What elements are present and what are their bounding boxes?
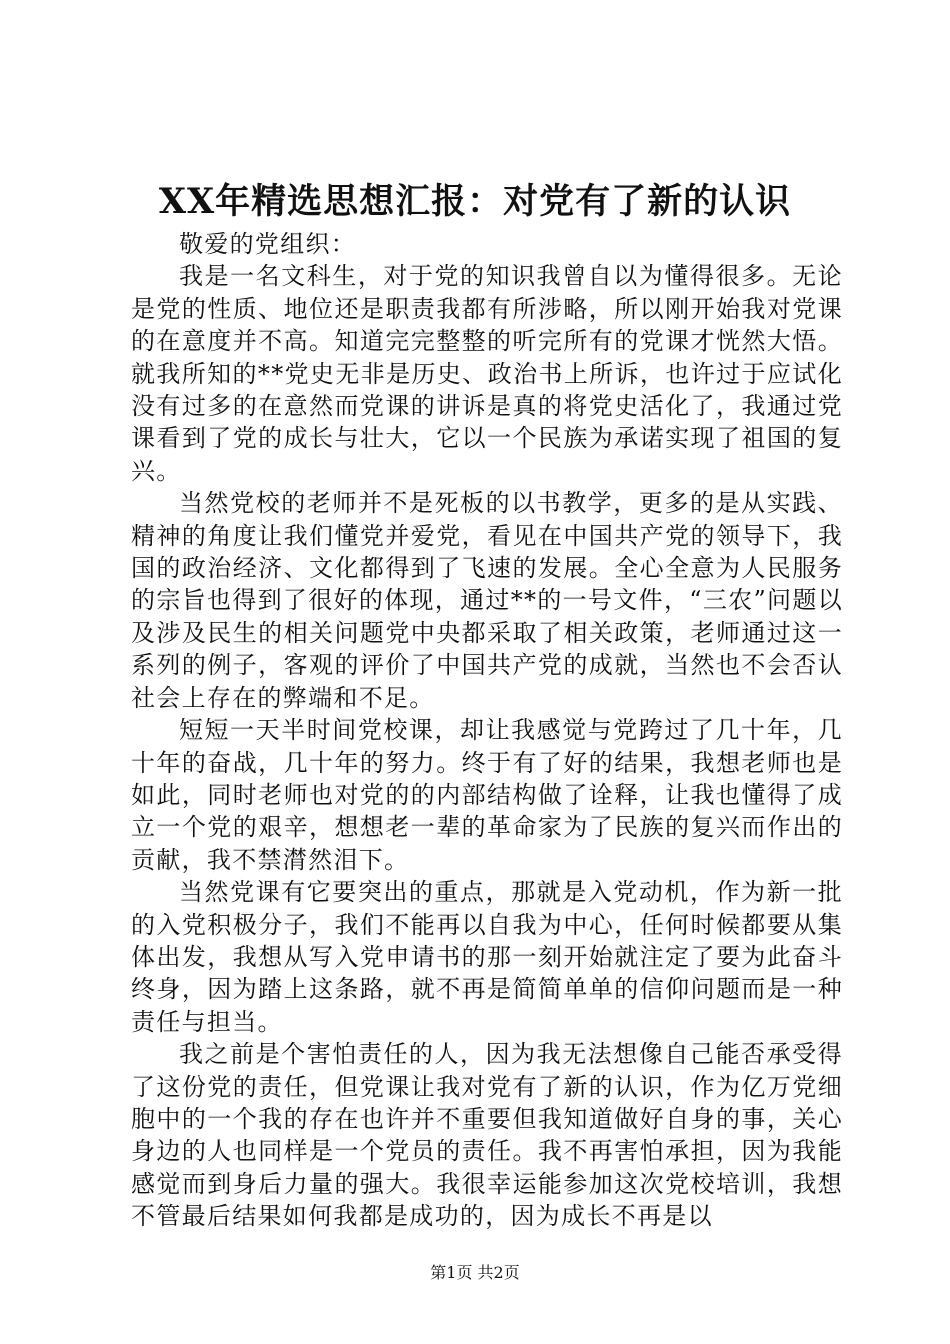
- paragraph: 当然党课有它要突出的重点，那就是入党动机，作为新一批的入党积极分子，我们不能再以自我为中心，任何时候都要从集体出发，我想从写入党申请书的那一刻开始就注定了要为此奋斗终身，因为踏上这条路，就不再是简简单单的信仰问题而是一种责任与担当。: [131, 878, 843, 1036]
- salutation: 敬爱的党组织：: [179, 230, 357, 258]
- paragraph: 当然党校的老师并不是死板的以书教学，更多的是从实践、精神的角度让我们懂党并爱党，看见在中国共产党的领导下，我国的政治经济、文化都得到了飞速的发展。全心全意为人民服务的宗旨也得到了很好的体现，通过**的一号文件，“三农”问题以及涉及民生的相关问题党中央都采取了相关政策，老师通过这一系列的例子，客观的评价了中国共产党的成就，当然也不会否认社会上存在的弊端和不足。: [131, 489, 843, 712]
- document-title: XX年精选思想汇报：对党有了新的认识: [158, 181, 792, 222]
- paragraph: 我是一名文科生，对于党的知识我曾自以为懂得很多。无论是党的性质、地位还是职责我都有所涉略，所以刚开始我对党课的在意度并不高。知道完完整整的听完所有的党课才恍然大悟。就我所知的**党史无非是历史、政治书上所诉，也许过于应试化没有过多的在意然而党课的讲诉是真的将党史活化了，我通过党课看到了党的成长与壮大，它以一个民族为承诺实现了祖国的复兴。: [131, 262, 843, 485]
- document-body: [131, 228, 843, 1233]
- page-number-footer: 第1页 共2页: [430, 1263, 520, 1282]
- paragraph: 我之前是个害怕责任的人，因为我无法想像自己能否承受得了这份党的责任，但党课让我对党有了新的认识，作为亿万党细胞中的一个我的存在也许并不重要但我知道做好自身的事，关心身边的人也同样是一个党员的责任。我不再害怕承担，因为我能感觉而到身后力量的强大。我很幸运能参加这次党校培训，我想不管最后结果如何我都是成功的，因为成长不再是以: [131, 1040, 843, 1231]
- paragraph: 短短一天半时间党校课，却让我感觉与党跨过了几十年，几十年的奋战，几十年的努力。终于有了好的结果，我想老师也是如此，同时老师也对党的的内部结构做了诠释，让我也懂得了成立一个党的艰辛，想想老一辈的革命家为了民族的复兴而作出的贡献，我不禁潸然泪下。: [131, 716, 843, 874]
